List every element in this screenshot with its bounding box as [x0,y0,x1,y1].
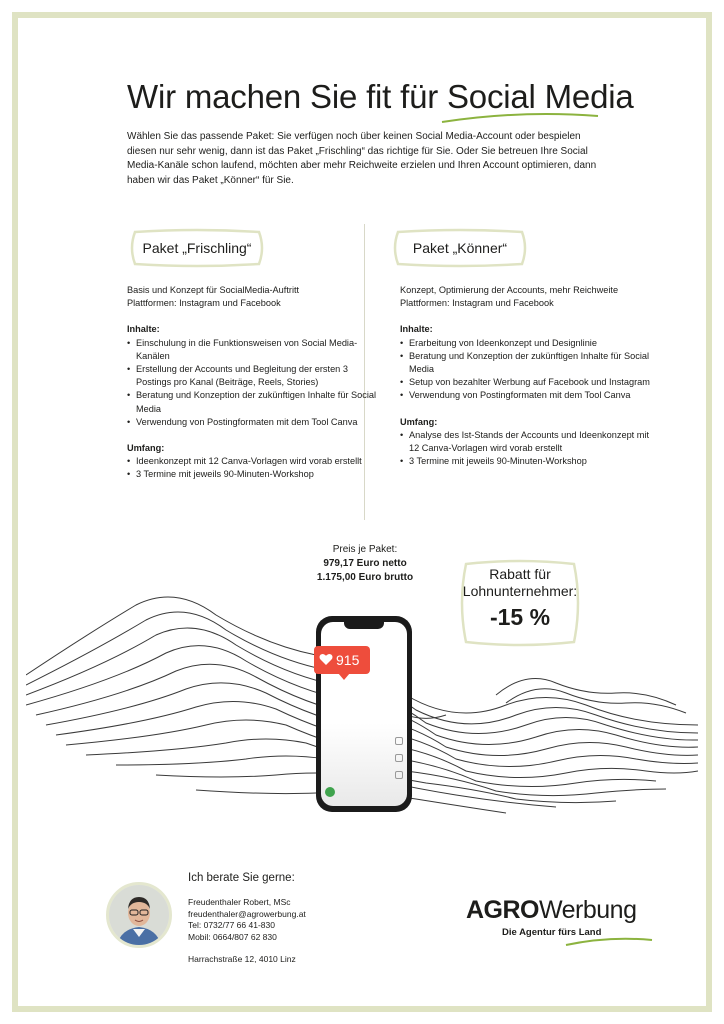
phone-ui-icon [395,737,403,745]
list-item: • Beratung und Konzeption der zukünftigen Inhalte für Social Media [127,389,377,415]
logo-part2: Werbung [539,896,637,924]
list-item: • Ideenkonzept mit 12 Canva-Vorlagen wird vorab erstellt [127,455,377,468]
umfang-heading: Umfang: [400,416,438,427]
umfang-heading: Umfang: [127,443,165,454]
list-item: • Erstellung der Accounts und Begleitung der ersten 3 Postings pro Kanal (Beiträge, Reels, Stories) [127,363,377,389]
list-item: • Setup von bezahlter Werbung auf Facebook und Instagram [400,376,650,389]
list-item: • 3 Termine mit jeweils 90-Minuten-Workshop [127,468,377,481]
phone-ui-icons [395,737,405,788]
discount-line1: Rabatt für [489,566,551,582]
discount-badge [456,558,584,648]
package-koenner-badge [390,228,530,268]
discount-line2: Lohnunternehmer: [462,583,578,599]
heart-icon [319,653,333,666]
price-netto: 979,17 Euro netto [323,558,407,569]
inhalte-heading: Inhalte: [400,324,433,335]
package-frischling-details [127,284,377,495]
contact-address: Harrachstraße 12, 4010 Linz [188,954,296,964]
price-brutto: 1.175,00 Euro brutto [316,572,414,583]
umfang-list [400,429,650,469]
like-notification [314,646,370,674]
list-item: • Beratung und Konzeption der zukünftigen Inhalte für Social Media [400,350,650,376]
contact-details [188,897,306,966]
list-item: • Verwendung von Postingformaten mit dem Tool Canva [400,389,650,402]
package-platforms: Plattformen: Instagram und Facebook [127,298,281,309]
like-count: 915 [336,652,360,668]
phone-ui-icon [395,771,403,779]
discount-label [456,566,584,600]
package-platforms: Plattformen: Instagram und Facebook [400,298,554,309]
page-title: Wir machen Sie fit für Social Media [127,78,634,115]
title-swoosh [440,112,600,124]
contact-mobil[interactable]: Mobil: 0664/807 62 830 [188,931,277,942]
umfang-list [127,455,377,481]
agrowerbung-logo [466,896,656,938]
package-frischling-badge [127,228,267,268]
package-koenner-title: Paket „Könner“ [412,240,508,256]
contact-email[interactable]: freudenthaler@agrowerbung.at [188,908,306,919]
price-block [290,543,440,585]
intro-text: Wählen Sie das passende Paket: Sie verfügen noch über keinen Social Media-Account oder bespielen diesen nur sehr wenig, dann ist das Paket „Frischling“ das richtige für Sie. Oder Sie betreuen Ihre Social Media-Kanäle schon laufend, möchten aber mehr Reichweite erzielen und Ihren Account optimieren, dann haben wir das Paket „Könner“ für Sie. [127,131,597,186]
logo-swoosh [564,937,654,947]
inhalte-list [400,337,650,403]
logo-wordmark [466,896,656,925]
list-item: • Erarbeitung von Ideenkonzept und Designlinie [400,337,650,350]
list-item: • Einschulung in die Funktionsweisen von Social Media-Kanälen [127,337,377,363]
package-desc: Basis und Konzept für SocialMedia-Auftritt [127,285,300,295]
package-koenner-details [400,284,650,481]
avatar [106,882,172,948]
price-label: Preis je Paket: [332,544,398,555]
phone-ui-icon [395,754,403,762]
contact-name: Freudenthaler Robert, MSc [188,897,291,907]
package-desc: Konzept, Optimierung der Accounts, mehr Reichweite [400,285,619,295]
like-bubble-tail [338,673,350,680]
list-item: • 3 Termine mit jeweils 90-Minuten-Workshop [400,455,650,468]
inhalte-heading: Inhalte: [127,324,160,335]
contact-tel[interactable]: Tel: 0732/77 66 41-830 [188,920,275,930]
discount-value: -15 % [489,604,551,630]
logo-part1: AGRO [466,896,539,924]
phone-green-dot [325,787,335,797]
package-frischling-title: Paket „Frischling“ [142,240,252,256]
inhalte-list [127,337,377,429]
list-item: • Analyse des Ist-Stands der Accounts und Ideenkonzept mit 12 Canva-Vorlagen wird vorab erstellt [400,429,650,455]
portrait-photo [109,885,169,945]
list-item: • Verwendung von Postingformaten mit dem Tool Canva [127,416,377,429]
phone-notch [344,621,384,629]
logo-tagline: Die Agentur fürs Land [502,927,602,938]
contact-intro: Ich berate Sie gerne: [188,872,295,884]
